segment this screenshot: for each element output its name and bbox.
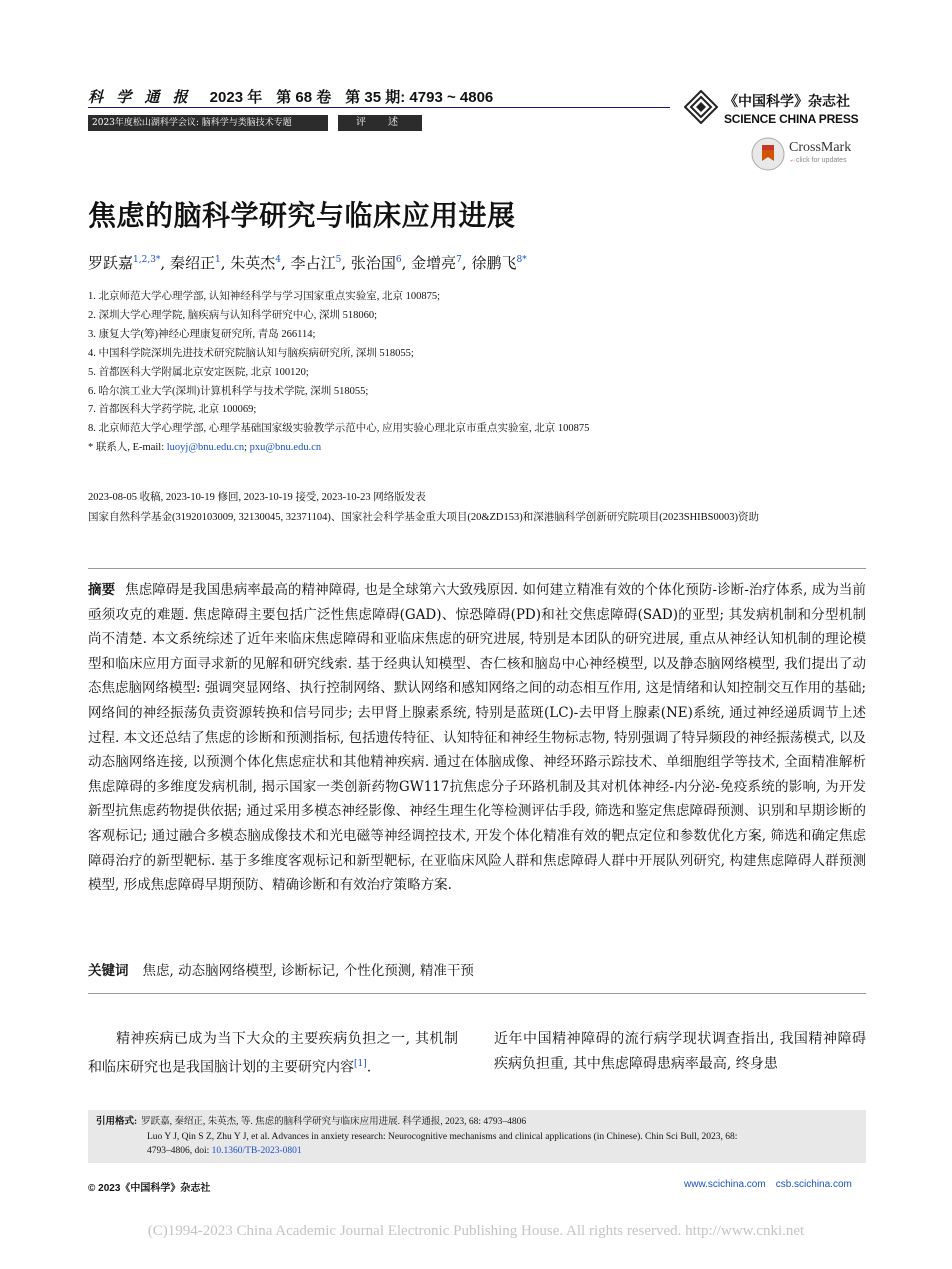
author-name: 徐鹏飞 [471,254,517,272]
keywords-label: 关键词 [88,963,129,979]
author-name: 罗跃嘉 [88,254,134,272]
abstract-text: 焦虑障碍是我国患病率最高的精神障碍, 也是全球第六大致残原因. 如何建立精准有效的个体化预防-诊断-治疗体系, 成为当前亟须攻克的难题. 焦虑障碍主要包括广泛性焦虑障碍(GAD)、惊恐障碍(PD)和社交焦虑障碍(SAD)的亚型; 其发病机制和分型机制尚不清楚. 本文系统综述了近年来临床焦虑障碍和亚临床焦虑的研究进展, 特别是本团队的研究进展, 重点从神经认知机制的理论模型和临床应用方面寻求新的见解和研究线索. 基于经典认知模型、杏仁核和脑岛中心神经模型, 以及静态脑网络模型, 我们提出了动态焦虑脑网络模型: 强调突显网络、执行控制网络、默认网络和感知网络之间的动态相互作用, 这是情绪和认知控制交互作用的基础; 网络间的神经振荡负责资源转换和信号同步; 去甲肾上腺素系统, 特别是蓝斑(LC)-去甲肾上腺素(NE)系统, 通过神经递质调节上述过程. 本文还总结了焦虑的诊断和预测指标, 包括遗传特征、认知特征和神经生物标志物, 特别强调了特异频段的神经振荡模式, 以及动态脑网络连接, 以预测个体化焦虑症状和其他精神疾病. 通过在体脑成像、神经环路示踪技术、单细胞组学等技术, 全面精准解析焦虑障碍的多维度发病机制, 揭示国家一类创新药物GW117抗焦虑分子环路机制及其对机体神经-内分泌-免疫系统的影响, 为开发新型抗焦虑药物提供依据; 通过采用多模态神经影像、神经生理生化等检测评估手段, 筛选和鉴定焦虑障碍预测、识别和早期诊断的客观标记; 通过融合多模态脑成像技术和光电磁等神经调控技术, 开发个体化精准有效的靶点定位和参数优化方案, 筛选和确定焦虑障碍治疗的新型靶标. 基于多维度客观标记和新型靶标, 在亚临床风险人群和焦虑障碍人群中开展队列研究, 构建焦虑障碍人群预测模型, 形成焦虑障碍早期预防、精确诊断和有效治疗策略方案. [88,582,867,894]
website-link[interactable]: www.scichina.com [684,1179,766,1190]
author-affiliation-ref[interactable]: 6 [395,255,402,265]
author-affiliation-ref[interactable]: 8* [516,255,527,265]
publisher-logo-icon [684,90,718,124]
journal-name: 科 学 通 报 [88,88,192,106]
body-column-left: 精神疾病已成为当下大众的主要疾病负担之一, 其机制和临床研究也是我国脑计划的主要研究内容[1]. [88,1031,458,1076]
website-link[interactable]: csb.scichina.com [775,1179,852,1190]
affiliation-item: 6. 哈尔滨工业大学(深圳)计算机科学与技术学院, 深圳 518055; [88,385,369,397]
affiliation-item: 5. 首都医科大学附属北京安定医院, 北京 100120; [88,366,309,378]
cnki-watermark: (C)1994-2023 China Academic Journal Electronic Publishing House. All rights reserved. http://www.cnki.net [147,1223,805,1239]
crossmark-label[interactable]: CrossMark [789,140,852,155]
author-name: 李占江 [290,254,336,272]
article-title: 焦虑的脑科学研究与临床应用进展 [88,199,516,232]
author-name: 秦绍正 [169,254,215,272]
citation-box [88,1110,866,1163]
journal-year: 2023 年 [209,89,263,106]
affiliation-item: 1. 北京师范大学心理学部, 认知神经科学与学习国家重点实验室, 北京 100875; [88,291,441,302]
article-dates: 2023-08-05 收稿, 2023-10-19 修回, 2023-10-19 接受, 2023-10-23 网络版发表 [88,492,426,503]
author-affiliation-ref[interactable]: 5 [335,255,342,265]
affiliation-item: 4. 中国科学院深圳先进技术研究院脑认知与脑疾病研究所, 深圳 518055; [88,347,414,359]
citation-cn: 引用格式: 罗跃嘉, 秦绍正, 朱英杰, 等. 焦虑的脑科学研究与临床应用进展. 科学通报, 2023, 68: 4793–4806 [96,1117,527,1127]
citation-doi-line: 4793–4806, doi: 10.1360/TB-2023-0801 [147,1146,302,1156]
keywords [88,959,474,979]
author-affiliation-ref[interactable]: 1 [214,255,221,265]
contact-line: * 联系人, E-mail: luoyj@bnu.edu.cn; pxu@bnu.edu.cn [88,442,322,454]
author-affiliation-ref[interactable]: 1,2,3* [133,255,161,265]
author-name: 张治国 [350,254,396,272]
author-affiliation-ref[interactable]: 4 [275,255,282,265]
affiliation-item: 8. 北京师范大学心理学部, 心理学基础国家级实验教学示范中心, 应用实验心理北京市重点实验室, 北京 100875 [88,423,590,435]
divider [88,568,866,569]
affiliation-item: 2. 深圳大学心理学院, 脑疾病与认知科学研究中心, 深圳 518060; [88,309,378,321]
abstract-label: 摘要 [88,582,116,598]
keywords-text: 焦虑, 动态脑网络模型, 诊断标记, 个性化预测, 精准干预 [142,963,474,979]
funding-info: 国家自然科学基金(31920103009, 32130045, 32371104)、国家社会科学基金重大项目(20&ZD153)和深港脑科学创新研究院项目(2023SHIBS0003)资助 [88,512,760,523]
arrow-left-icon: ← [789,157,796,164]
publisher-name-cn: 《中国科学》杂志社 [724,94,850,110]
publisher-name-en: SCIENCE CHINA PRESS [724,112,859,126]
author-affiliation-ref[interactable]: 7 [456,255,462,265]
website-links [674,1179,852,1190]
doi-link[interactable]: 10.1360/TB-2023-0801 [211,1146,302,1156]
copyright: © 2023《中国科学》杂志社 [88,1183,211,1194]
citation-label: 引用格式: [96,1117,138,1127]
abstract [88,578,866,898]
crossmark-icon[interactable] [751,137,785,171]
affiliation-item: 3. 康复大学(筹)神经心理康复研究所, 青岛 266114; [88,328,316,340]
contact-email-link[interactable]: luoyj@bnu.edu.cn [166,442,245,454]
citation-en: Luo Y J, Qin S Z, Zhu Y J, et al. Advances in anxiety research: Neurocognitive mechanisms and clinical applications (in Chinese). Chin Sci Bull, 2023, 68: [147,1131,738,1142]
journal-volume: 第 68 卷 [276,89,332,106]
affiliation-list [88,288,589,458]
header-rule [88,107,670,108]
author-list: 罗跃嘉$^{1,2,3*}$, 秦绍正$^1$, 朱英杰$^4$, 李占江$^5$, 张治国$^6$, 金增亮$^7$, 徐鹏飞$^{8*}$ [88,254,527,272]
journal-issue: 第 35 期: 4793 ~ 4806 [345,89,494,106]
author-name: 朱英杰 [230,254,276,272]
crossmark-sublabel: ←click for updates [789,157,847,164]
contact-email-link[interactable]: pxu@bnu.edu.cn [249,442,322,454]
reference-link[interactable]: [1] [354,1059,367,1069]
divider [88,993,866,994]
body-column-right: 近年中国精神障碍的流行病学现状调查指出, 我国精神障碍疾病负担重, 其中焦虑障碍患病率最高, 终身患 [494,1031,866,1072]
article-type-badge: 评 述 [338,115,422,131]
journal-header [88,86,493,107]
author-name: 金增亮 [411,254,457,272]
conference-banner: 2023年度松山湖科学会议: 脑科学与类脑技术专题 [88,115,328,131]
affiliation-item: 7. 首都医科大学药学院, 北京 100069; [88,404,257,416]
